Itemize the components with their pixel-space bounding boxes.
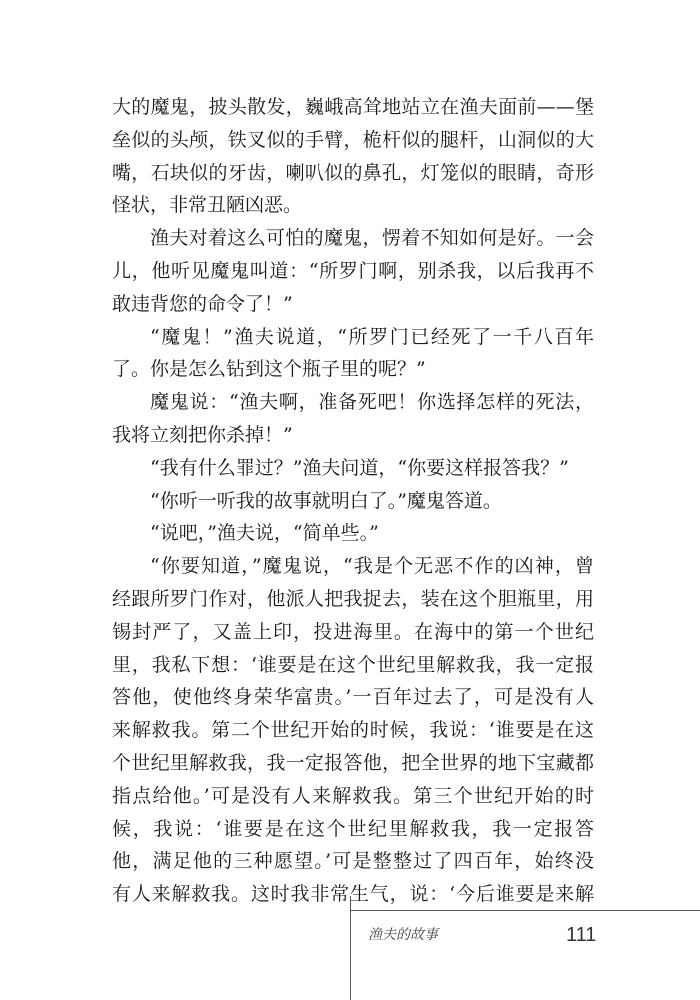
text-line: “说吧，”渔夫说，“简单些。”: [150, 522, 379, 545]
text-line: 答他，使他终身荣华富贵。’一百年过去了，可是没有人: [112, 686, 594, 709]
footer-divider-vertical: [350, 896, 351, 1000]
footer-divider-horizontal: [350, 910, 700, 911]
text-line: 魔鬼说：“渔夫啊，准备死吧！你选择怎样的死法，: [150, 391, 594, 414]
text-line: 我将立刻把你杀掉！”: [112, 423, 293, 446]
text-line: 垒似的头颅，铁叉似的手臂，桅杆似的腿杆，山洞似的大: [112, 128, 594, 151]
text-line: 里，我私下想：‘谁要是在这个世纪里解救我，我一定报: [112, 653, 594, 676]
text-line: “你听一听我的故事就明白了。”魔鬼答道。: [150, 489, 502, 512]
text-line: 大的魔鬼，披头散发，巍峨高耸地站立在渔夫面前——堡: [112, 96, 594, 118]
page-number: 111: [566, 924, 597, 946]
text-line: 个世纪里解救我，我一定报答他，把全世界的地下宝藏都: [112, 751, 594, 774]
text-line: 敢违背您的命令了！”: [112, 292, 293, 315]
text-line: 有人来解救我。这时我非常生气，说：‘今后谁要是来解: [112, 883, 594, 906]
text-line: “我有什么罪过？”渔夫问道，“你要这样报答我？”: [150, 456, 569, 479]
text-line: 嘴，石块似的牙齿，喇叭似的鼻孔，灯笼似的眼睛，奇形: [112, 161, 594, 184]
text-line: 他，满足他的三种愿望。’可是整整过了四百年，始终没: [112, 850, 594, 873]
text-line: 来解救我。第二个世纪开始的时候，我说：‘谁要是在这: [112, 719, 594, 742]
text-line: “魔鬼！”渔夫说道，“所罗门已经死了一千八百年: [150, 325, 594, 348]
text-line: “你要知道，”魔鬼说，“我是个无恶不作的凶神，曾: [150, 555, 594, 578]
text-line: 候，我说：‘谁要是在这个世纪里解救我，我一定报答: [112, 817, 594, 840]
running-footer-title: 渔夫的故事: [368, 927, 438, 943]
text-line: 渔夫对着这么可怕的魔鬼，愣着不知如何是好。一会: [150, 227, 594, 250]
text-line: 怪状，非常丑陋凶恶。: [112, 194, 303, 217]
text-line: 锡封严了，又盖上印，投进海里。在海中的第一个世纪: [112, 620, 594, 643]
text-line: 经跟所罗门作对，他派人把我捉去，装在这个胆瓶里，用: [112, 587, 594, 610]
text-line: 儿，他听见魔鬼叫道：“所罗门啊，别杀我，以后我再不: [112, 259, 594, 282]
body-text: [112, 91, 594, 911]
text-line: 了。你是怎么钻到这个瓶子里的呢？”: [112, 358, 426, 381]
text-line: 指点给他。’可是没有人来解救我。第三个世纪开始的时: [112, 784, 594, 807]
